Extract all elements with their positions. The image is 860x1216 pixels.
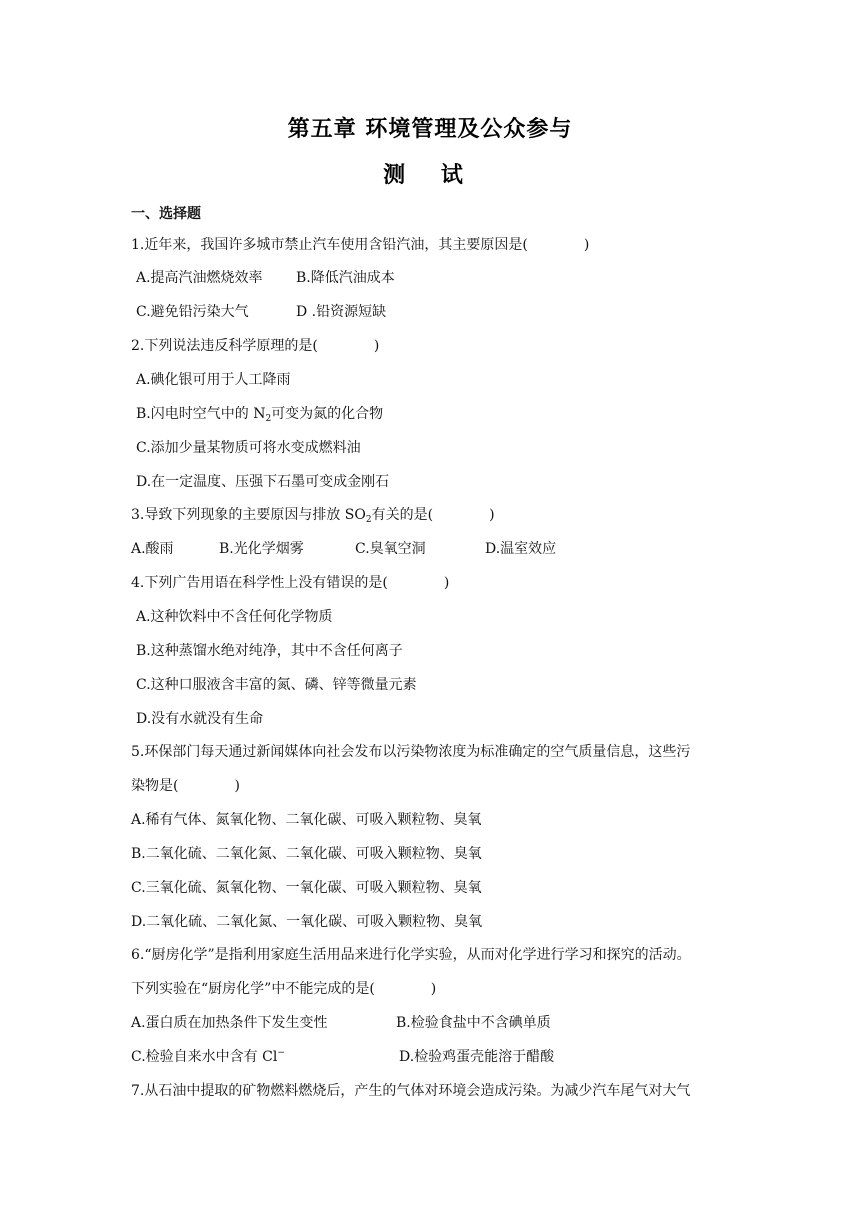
q5-option-c: C.三氧化硫、氮氧化物、一氧化碳、可吸入颗粒物、臭氧 <box>131 880 482 896</box>
q2-option-b-text-post: 可变为氮的化合物 <box>271 406 384 422</box>
q6-option-d: D.检验鸡蛋壳能溶于醋酸 <box>399 1049 555 1065</box>
q2-option-d: D.在一定温度、压强下石墨可变成金刚石 <box>136 474 390 490</box>
q3-stem-post: 有关的是( ) <box>371 507 495 523</box>
question-6-options-row-2 <box>131 1047 554 1067</box>
question-3-stem <box>131 505 495 525</box>
q1-option-a: A.提高汽油燃烧效率 <box>136 270 263 286</box>
q5-option-b: B.二氧化硫、二氧化氮、二氧化碳、可吸入颗粒物、臭氧 <box>131 846 482 862</box>
question-6-stem-line-2: 下列实验在“厨房化学”中不能完成的是( ) <box>131 981 437 997</box>
q5-option-d: D.二氧化硫、二氧化氮、一氧化碳、可吸入颗粒物、臭氧 <box>131 914 483 930</box>
question-6-stem-line-1: 6.“厨房化学”是指利用家庭生活用品来进行化学实验，从而对化学进行学习和探究的活动。 <box>131 947 691 963</box>
q2-option-b <box>136 404 383 424</box>
subscript: 2 <box>365 515 372 525</box>
question-7-stem-line-1: 7.从石油中提取的矿物燃料燃烧后，产生的气体对环境会造成污染。为减少汽车尾气对大气 <box>131 1083 691 1099</box>
q1-option-d: D .铅资源短缺 <box>296 304 387 320</box>
chapter-title: 第五章 环境管理及公众参与 <box>287 117 573 142</box>
q2-option-c: C.添加少量某物质可将水变成燃料油 <box>136 440 361 456</box>
q6-option-b: B.检验食盐中不含碘单质 <box>396 1015 551 1031</box>
q1-option-b: B.降低汽油成本 <box>296 270 395 286</box>
question-3-options <box>131 539 556 559</box>
subscript: 2 <box>265 414 272 424</box>
question-6-options-row-1 <box>131 1013 551 1033</box>
question-1-options-row-1 <box>136 268 395 288</box>
question-1-options-row-2 <box>136 302 386 322</box>
question-4-stem: 4.下列广告用语在科学性上没有错误的是( ) <box>131 575 450 591</box>
q4-option-d: D.没有水就没有生命 <box>136 711 264 727</box>
test-subtitle: 测 试 <box>383 163 477 188</box>
q3-stem-pre: 3.导致下列现象的主要原因与排放 SO <box>131 507 366 523</box>
q2-option-a: A.碘化银可用于人工降雨 <box>136 372 291 388</box>
q3-option-a: A.酸雨 <box>131 541 174 557</box>
q4-option-c: C.这种口服液含丰富的氮、磷、锌等微量元素 <box>136 677 417 693</box>
question-5-stem-line-2: 染物是( ) <box>131 778 240 794</box>
q4-option-a: A.这种饮料中不含任何化学物质 <box>136 609 333 625</box>
question-2-stem: 2.下列说法违反科学原理的是( ) <box>131 338 380 354</box>
section-heading: 一、选择题 <box>131 206 201 222</box>
q2-option-b-text-pre: B.闪电时空气中的 N <box>136 406 266 422</box>
q3-option-d: D.温室效应 <box>485 541 557 557</box>
q4-option-b: B.这种蒸馏水绝对纯净，其中不含任何离子 <box>136 643 403 659</box>
question-5-stem-line-1: 5.环保部门每天通过新闻媒体向社会发布以污染物浓度为标准确定的空气质量信息，这些污 <box>131 744 691 760</box>
q3-option-c: C.臭氧空洞 <box>355 541 426 557</box>
q5-option-a: A.稀有气体、氮氧化物、二氧化碳、可吸入颗粒物、臭氧 <box>131 812 482 828</box>
q3-option-b: B.光化学烟雾 <box>219 541 304 557</box>
q1-option-c: C.避免铅污染大气 <box>136 304 249 320</box>
question-1-stem: 1.近年来，我国许多城市禁止汽车使用含铅汽油，其主要原因是( ) <box>131 237 590 253</box>
superscript: − <box>277 1048 285 1058</box>
q6-option-c <box>131 1047 399 1067</box>
q6-option-c-text: C.检验自来水中含有 Cl <box>131 1049 278 1065</box>
q6-option-a: A.蛋白质在加热条件下发生变性 <box>131 1015 328 1031</box>
